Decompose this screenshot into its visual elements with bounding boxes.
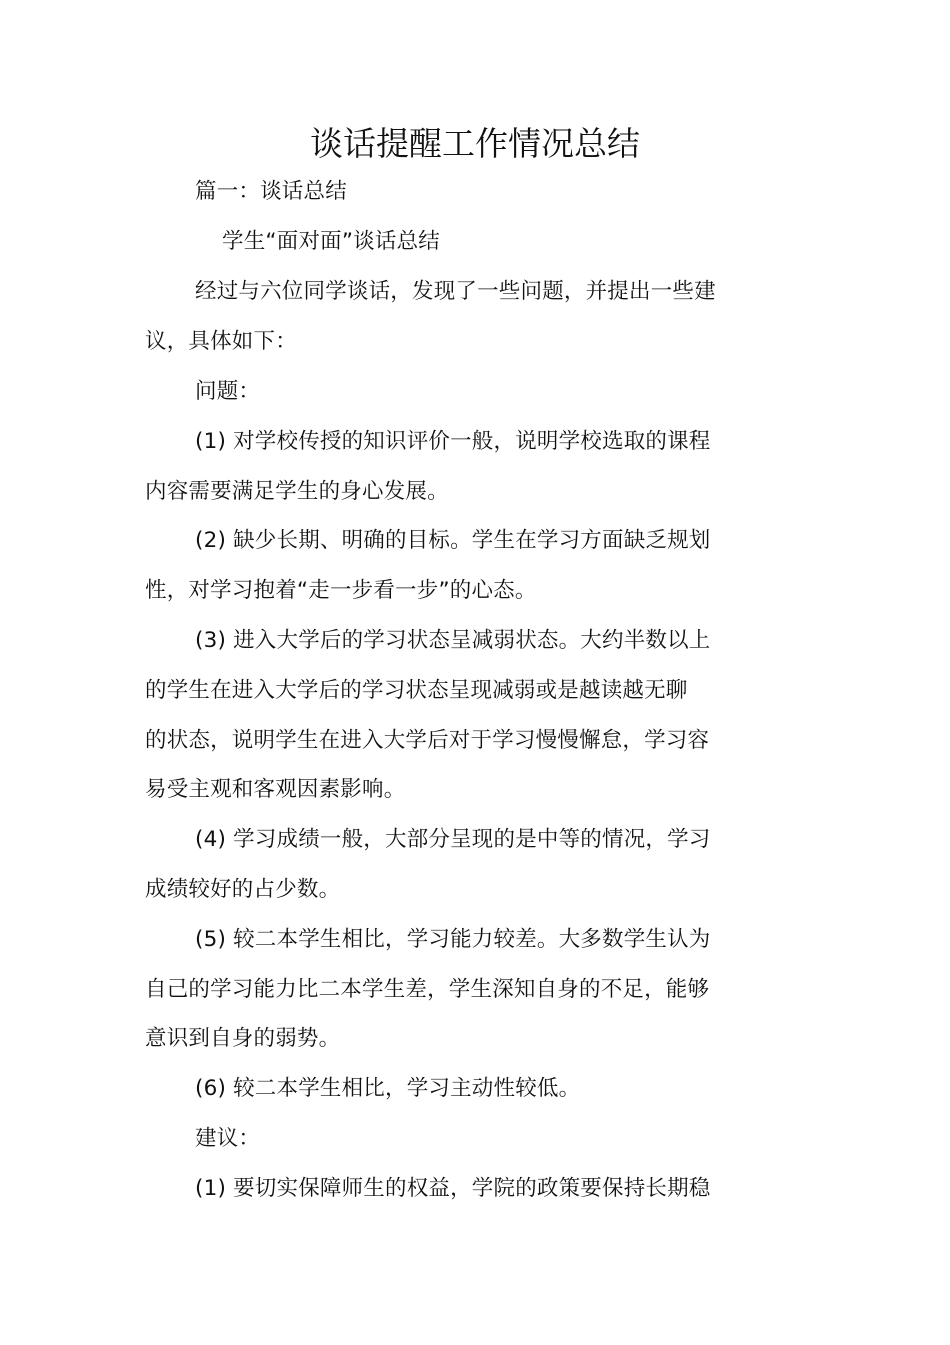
document-title: 谈话提醒工作情况总结 xyxy=(310,124,640,163)
paragraph-line: 性，对学习抱着“走一步看一步”的心态。 xyxy=(145,578,537,603)
paragraph-line: 易受主观和客观因素影响。 xyxy=(145,777,406,802)
paragraph-line: 的状态，说明学生在进入大学后对于学习慢慢懈怠，学习容 xyxy=(145,728,710,753)
paragraph-line: (6) 较二本学生相比，学习主动性较低。 xyxy=(195,1076,581,1101)
paragraph-line: (2) 缺少长期、明确的目标。学生在学习方面缺乏规划 xyxy=(195,528,711,553)
paragraph-line: 议，具体如下： xyxy=(145,329,297,354)
paragraph-line: (1) 要切实保障师生的权益，学院的政策要保持长期稳 xyxy=(195,1176,711,1201)
paragraph-line: (3) 进入大学后的学习状态呈减弱状态。大约半数以上 xyxy=(195,628,711,653)
section-heading: 篇一：谈话总结 xyxy=(195,179,347,204)
paragraph-line: 经过与六位同学谈话，发现了一些问题，并提出一些建 xyxy=(195,279,716,304)
paragraph-line: (1) 对学校传授的知识评价一般，说明学校选取的课程 xyxy=(195,429,711,454)
problems-heading: 问题： xyxy=(195,379,261,404)
paragraph-line: (5) 较二本学生相比，学习能力较差。大多数学生认为 xyxy=(195,927,711,952)
paragraph-line: 成绩较好的占少数。 xyxy=(145,877,341,902)
paragraph-line: 意识到自身的弱势。 xyxy=(145,1026,341,1051)
suggestions-heading: 建议： xyxy=(195,1126,261,1151)
paragraph-line: 自己的学习能力比二本学生差，学生深知自身的不足，能够 xyxy=(145,977,710,1002)
paragraph-line: 内容需要满足学生的身心发展。 xyxy=(145,479,449,504)
paragraph-line: (4) 学习成绩一般，大部分呈现的是中等的情况，学习 xyxy=(195,827,711,852)
paragraph-line: 的学生在进入大学后的学习状态呈现减弱或是越读越无聊 xyxy=(145,678,688,703)
subtitle: 学生“面对面”谈话总结 xyxy=(222,229,440,254)
